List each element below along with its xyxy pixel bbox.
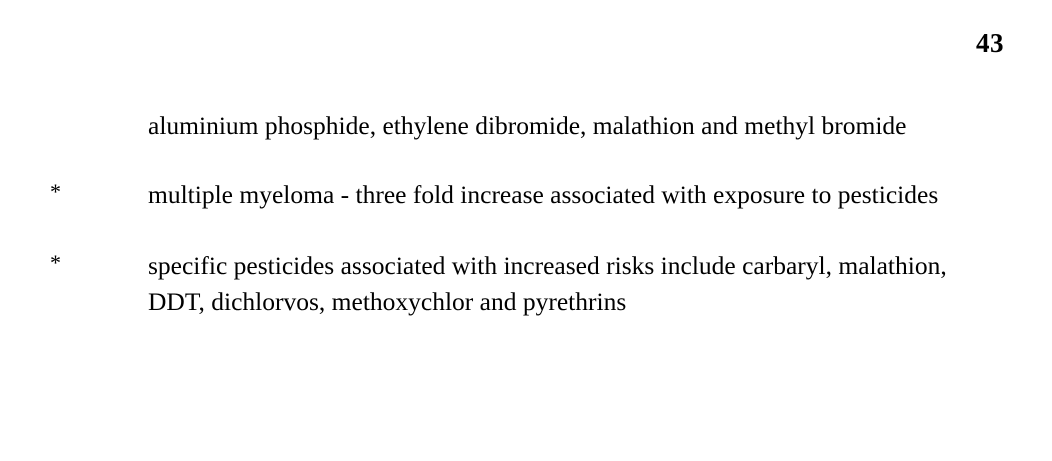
paragraph xyxy=(0,108,1052,143)
paragraph-text: specific pesticides associated with increased risks include carbaryl, malathion, DDT, dichlorvos, methoxychlor and pyrethrins xyxy=(148,251,947,316)
page-body xyxy=(0,108,1052,345)
bullet-marker: * xyxy=(50,179,61,205)
bullet-marker: * xyxy=(50,250,61,276)
page-number: 43 xyxy=(976,28,1004,58)
paragraph-text: multiple myeloma - three fold increase associated with exposure to pesticides xyxy=(148,180,939,210)
paragraph xyxy=(0,177,1052,212)
paragraph xyxy=(0,248,1052,318)
paragraph-text: aluminium phosphide, ethylene dibromide, malathion and methyl bromide xyxy=(148,111,907,140)
